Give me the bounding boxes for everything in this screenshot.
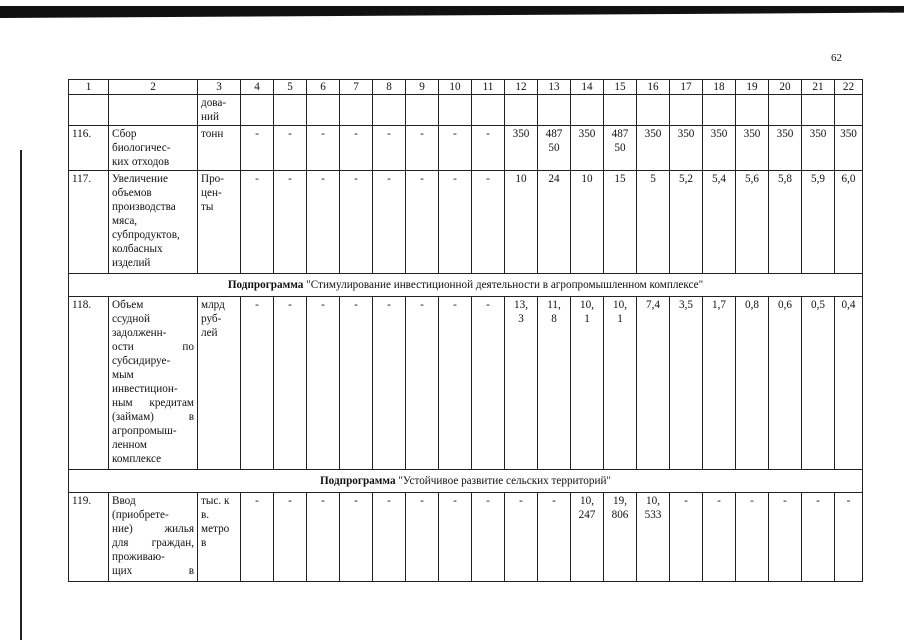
value-cell: - — [340, 126, 373, 171]
unit-cell: тыс. к в. метро в — [198, 493, 241, 582]
value-cell: 350 — [637, 126, 670, 171]
row-number-cell: 118. — [69, 297, 109, 470]
value-cell: 350 — [670, 126, 703, 171]
value-cell: - — [241, 171, 274, 274]
header-cell: 14 — [571, 80, 604, 95]
value-cell: 5,2 — [670, 171, 703, 274]
header-cell: 21 — [802, 80, 835, 95]
value-cell — [670, 95, 703, 126]
value-cell: 0,5 — [802, 297, 835, 470]
value-cell: - — [406, 171, 439, 274]
value-cell: - — [241, 493, 274, 582]
value-cell — [340, 95, 373, 126]
value-cell: 350 — [736, 126, 769, 171]
value-cell: 5,6 — [736, 171, 769, 274]
header-cell: 2 — [109, 80, 198, 95]
value-cell: 10 — [571, 171, 604, 274]
indicator-name-cell: Ввод (приобрете- ние) жилья для граждан, проживаю- щих в — [109, 493, 198, 582]
row-number-cell: 116. — [69, 126, 109, 171]
value-cell: - — [340, 297, 373, 470]
value-cell: - — [274, 171, 307, 274]
value-cell: 13, 3 — [505, 297, 538, 470]
value-cell: - — [505, 493, 538, 582]
value-cell: 10 — [505, 171, 538, 274]
value-cell: 5 — [637, 171, 670, 274]
subprogram-title: "Устойчивое развитие сельских территорий" — [395, 475, 612, 487]
value-cell: 10, 1 — [571, 297, 604, 470]
header-cell: 9 — [406, 80, 439, 95]
value-cell: - — [472, 126, 505, 171]
value-cell — [406, 95, 439, 126]
value-cell: - — [439, 297, 472, 470]
header-cell: 7 — [340, 80, 373, 95]
table-row — [69, 95, 863, 126]
subprogram-title: "Стимулирование инвестиционной деятельности в агропромышленном комплексе" — [303, 279, 704, 291]
subprogram-heading — [69, 470, 863, 493]
value-cell — [472, 95, 505, 126]
value-cell: - — [373, 126, 406, 171]
value-cell: 3,5 — [670, 297, 703, 470]
value-cell: - — [835, 493, 863, 582]
value-cell — [571, 95, 604, 126]
value-cell: - — [373, 297, 406, 470]
value-cell: 7,4 — [637, 297, 670, 470]
subprogram-label: Подпрограмма — [319, 475, 396, 487]
value-cell: 350 — [835, 126, 863, 171]
value-cell: 5,8 — [769, 171, 802, 274]
value-cell: 350 — [769, 126, 802, 171]
indicator-name-cell: Сбор биологичес- ких отходов — [109, 126, 198, 171]
value-cell — [604, 95, 637, 126]
value-cell: 350 — [802, 126, 835, 171]
value-cell — [538, 95, 571, 126]
value-cell: - — [802, 493, 835, 582]
subprogram-row — [69, 470, 863, 493]
value-cell: 1,7 — [703, 297, 736, 470]
value-cell: 0,4 — [835, 297, 863, 470]
value-cell — [736, 95, 769, 126]
unit-cell: Про- цен- ты — [198, 171, 241, 274]
value-cell: 24 — [538, 171, 571, 274]
value-cell — [373, 95, 406, 126]
value-cell — [274, 95, 307, 126]
value-cell: - — [439, 126, 472, 171]
value-cell: - — [769, 493, 802, 582]
value-cell: - — [373, 171, 406, 274]
value-cell: - — [307, 126, 340, 171]
value-cell: - — [439, 171, 472, 274]
value-cell: - — [340, 493, 373, 582]
table-row — [69, 493, 863, 582]
value-cell: - — [241, 297, 274, 470]
scan-top-border — [0, 6, 904, 18]
unit-cell: млрд руб- лей — [198, 297, 241, 470]
value-cell: 350 — [703, 126, 736, 171]
value-cell: - — [373, 493, 406, 582]
row-number-cell: 119. — [69, 493, 109, 582]
header-cell: 20 — [769, 80, 802, 95]
indicator-name-cell: Объем ссудной задолженн- ости по субсидируе- мым инвестицион- ным кредитам (займам) в агропромыш- ленном комплексе — [109, 297, 198, 470]
indicator-name-cell: Увеличение объемов производства мяса, субпродуктов, колбасных изделий — [109, 171, 198, 274]
value-cell: - — [538, 493, 571, 582]
value-cell: 10, 1 — [604, 297, 637, 470]
header-cell: 5 — [274, 80, 307, 95]
header-cell: 11 — [472, 80, 505, 95]
page-number: 62 — [831, 52, 842, 64]
table-row — [69, 171, 863, 274]
scan-left-edge-line — [20, 150, 22, 640]
value-cell: - — [406, 126, 439, 171]
value-cell: - — [307, 493, 340, 582]
value-cell: - — [472, 297, 505, 470]
unit-cell: дова- ний — [198, 95, 241, 126]
header-cell: 13 — [538, 80, 571, 95]
value-cell: - — [439, 493, 472, 582]
header-cell: 8 — [373, 80, 406, 95]
value-cell: 6,0 — [835, 171, 863, 274]
value-cell: - — [472, 171, 505, 274]
value-cell: 487 50 — [538, 126, 571, 171]
header-cell: 12 — [505, 80, 538, 95]
value-cell: - — [406, 297, 439, 470]
value-cell — [703, 95, 736, 126]
value-cell: 10, 247 — [571, 493, 604, 582]
indicators-table — [68, 79, 863, 582]
header-cell: 22 — [835, 80, 863, 95]
value-cell: - — [274, 126, 307, 171]
value-cell: - — [340, 171, 373, 274]
value-cell: 350 — [571, 126, 604, 171]
value-cell: 5,4 — [703, 171, 736, 274]
header-cell: 6 — [307, 80, 340, 95]
value-cell: 0,8 — [736, 297, 769, 470]
value-cell: 15 — [604, 171, 637, 274]
value-cell: - — [274, 493, 307, 582]
unit-cell: тонн — [198, 126, 241, 171]
header-cell: 18 — [703, 80, 736, 95]
subprogram-label: Подпрограмма — [227, 279, 304, 291]
value-cell: 487 50 — [604, 126, 637, 171]
header-cell: 16 — [637, 80, 670, 95]
table-row — [69, 126, 863, 171]
subprogram-heading — [69, 274, 863, 297]
value-cell: - — [406, 493, 439, 582]
value-cell: - — [736, 493, 769, 582]
header-cell: 10 — [439, 80, 472, 95]
value-cell: 0,6 — [769, 297, 802, 470]
header-cell: 15 — [604, 80, 637, 95]
header-cell: 1 — [69, 80, 109, 95]
value-cell: - — [307, 297, 340, 470]
table-row — [69, 297, 863, 470]
header-cell: 19 — [736, 80, 769, 95]
value-cell — [241, 95, 274, 126]
value-cell: - — [472, 493, 505, 582]
value-cell — [769, 95, 802, 126]
value-cell: 350 — [505, 126, 538, 171]
value-cell: - — [670, 493, 703, 582]
value-cell — [307, 95, 340, 126]
header-cell: 17 — [670, 80, 703, 95]
indicator-name-cell — [109, 95, 198, 126]
header-row — [69, 80, 863, 95]
value-cell: 11, 8 — [538, 297, 571, 470]
value-cell — [802, 95, 835, 126]
value-cell: - — [274, 297, 307, 470]
value-cell: 10, 533 — [637, 493, 670, 582]
value-cell — [637, 95, 670, 126]
row-number-cell: 117. — [69, 171, 109, 274]
header-cell: 3 — [198, 80, 241, 95]
value-cell: - — [307, 171, 340, 274]
value-cell: 5,9 — [802, 171, 835, 274]
value-cell — [835, 95, 863, 126]
row-number-cell — [69, 95, 109, 126]
value-cell: - — [241, 126, 274, 171]
value-cell: - — [703, 493, 736, 582]
value-cell — [439, 95, 472, 126]
subprogram-row — [69, 274, 863, 297]
header-cell: 4 — [241, 80, 274, 95]
value-cell — [505, 95, 538, 126]
value-cell: 19, 806 — [604, 493, 637, 582]
